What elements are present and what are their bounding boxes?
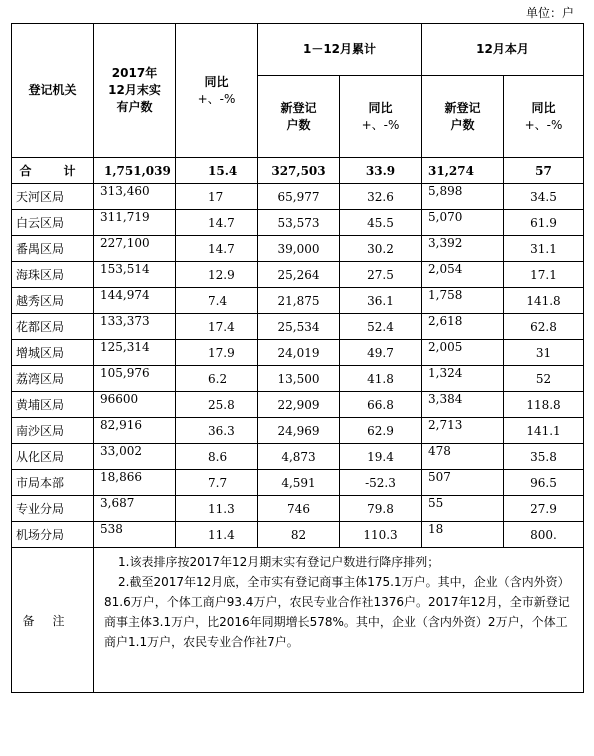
header-cum-yoy [340, 76, 422, 158]
table-row [12, 366, 584, 392]
row-name: 海珠区局 [12, 262, 94, 288]
row-stock: 1,751,039 [94, 158, 176, 184]
row-stock-yoy: 17.9 [176, 340, 258, 366]
table-row [12, 522, 584, 548]
row-name: 番禺区局 [12, 236, 94, 262]
header-yoy-sign: +、-% [197, 91, 236, 106]
note-line-1: 1.该表排序按2017年12月期末实有登记户数进行降序排列； [118, 555, 440, 569]
header-cum-yoy-label: 同比 [368, 100, 393, 115]
unit-label: 单位：户 [525, 6, 574, 20]
row-cum-yoy: -52.3 [340, 470, 422, 496]
row-cum-new: 24,969 [258, 418, 340, 444]
header-monthly: 12月本月 [422, 24, 584, 76]
row-stock-yoy: 14.7 [176, 236, 258, 262]
row-cum-yoy: 32.6 [340, 184, 422, 210]
row-stock-yoy: 11.3 [176, 496, 258, 522]
row-mon-yoy: 62.8 [504, 314, 584, 340]
row-mon-new: 2,713 [422, 418, 504, 444]
row-stock-yoy: 8.6 [176, 444, 258, 470]
table-row [12, 418, 584, 444]
row-mon-yoy: 118.8 [504, 392, 584, 418]
row-cum-new: 25,534 [258, 314, 340, 340]
row-cum-yoy: 41.8 [340, 366, 422, 392]
row-cum-yoy: 66.8 [340, 392, 422, 418]
row-cum-new: 21,875 [258, 288, 340, 314]
row-mon-yoy: 96.5 [504, 470, 584, 496]
row-stock: 133,373 [94, 314, 176, 340]
row-cum-new: 53,573 [258, 210, 340, 236]
table-row [12, 444, 584, 470]
row-cum-yoy: 36.1 [340, 288, 422, 314]
row-stock: 153,514 [94, 262, 176, 288]
header-mon-yoy-sign: +、-% [524, 117, 563, 132]
row-stock: 96600 [94, 392, 176, 418]
row-stock: 105,976 [94, 366, 176, 392]
row-name: 从化区局 [12, 444, 94, 470]
row-stock: 33,002 [94, 444, 176, 470]
row-cum-new: 25,264 [258, 262, 340, 288]
row-mon-yoy: 31 [504, 340, 584, 366]
row-mon-new: 2,054 [422, 262, 504, 288]
row-stock: 538 [94, 522, 176, 548]
row-name: 白云区局 [12, 210, 94, 236]
row-stock: 227,100 [94, 236, 176, 262]
row-cum-new: 22,909 [258, 392, 340, 418]
table-row [12, 288, 584, 314]
table-row [12, 392, 584, 418]
notes-text [94, 548, 584, 693]
row-mon-yoy: 141.1 [504, 418, 584, 444]
row-mon-yoy: 800. [504, 522, 584, 548]
row-stock-yoy: 15.4 [176, 158, 258, 184]
registration-table [11, 23, 584, 693]
row-mon-new: 31,274 [422, 158, 504, 184]
row-name: 合 计 [12, 158, 94, 184]
row-mon-yoy: 141.8 [504, 288, 584, 314]
row-name: 荔湾区局 [12, 366, 94, 392]
row-mon-new: 1,324 [422, 366, 504, 392]
notes-row [12, 548, 584, 693]
row-mon-yoy: 17.1 [504, 262, 584, 288]
row-mon-new: 2,005 [422, 340, 504, 366]
header-mon-yoy-label: 同比 [531, 100, 556, 115]
row-cum-new: 24,019 [258, 340, 340, 366]
table-row [12, 314, 584, 340]
table-row [12, 262, 584, 288]
table-row [12, 470, 584, 496]
row-mon-new: 507 [422, 470, 504, 496]
row-mon-new: 3,384 [422, 392, 504, 418]
row-mon-yoy: 57 [504, 158, 584, 184]
row-cum-new: 4,591 [258, 470, 340, 496]
header-mon-new: 新登记户数 [422, 76, 504, 158]
row-stock: 313,460 [94, 184, 176, 210]
row-stock: 82,916 [94, 418, 176, 444]
row-stock-yoy: 25.8 [176, 392, 258, 418]
row-cum-yoy: 110.3 [340, 522, 422, 548]
row-mon-yoy: 35.8 [504, 444, 584, 470]
row-mon-yoy: 61.9 [504, 210, 584, 236]
row-stock-yoy: 17 [176, 184, 258, 210]
row-mon-yoy: 31.1 [504, 236, 584, 262]
header-cumulative: 1－12月累计 [258, 24, 422, 76]
row-mon-new: 5,898 [422, 184, 504, 210]
total-row [12, 158, 584, 184]
row-stock-yoy: 11.4 [176, 522, 258, 548]
row-cum-yoy: 62.9 [340, 418, 422, 444]
row-name: 南沙区局 [12, 418, 94, 444]
row-mon-new: 478 [422, 444, 504, 470]
row-stock: 18,866 [94, 470, 176, 496]
row-cum-new: 746 [258, 496, 340, 522]
note-line-2: 2.截至2017年12月底，全市实有登记商事主体175.1万户。其中，企业（含内外资）81.6万户，个体工商户93.4万户，农民专业合作社1376户。2017年12月，全市新登记商事主体3.1万户，比2016年同期增长578%。其中，企业（含内外资）2万户，个体工商户1.1万户，农民专业合作社7户。 [104, 575, 570, 649]
table-row [12, 236, 584, 262]
header-yoy-label: 同比 [204, 74, 229, 89]
row-name: 机场分局 [12, 522, 94, 548]
row-name: 花都区局 [12, 314, 94, 340]
row-stock-yoy: 7.7 [176, 470, 258, 496]
row-cum-new: 13,500 [258, 366, 340, 392]
row-name: 增城区局 [12, 340, 94, 366]
row-mon-new: 5,070 [422, 210, 504, 236]
row-name: 天河区局 [12, 184, 94, 210]
row-stock-yoy: 7.4 [176, 288, 258, 314]
row-cum-new: 65,977 [258, 184, 340, 210]
row-stock-yoy: 14.7 [176, 210, 258, 236]
row-stock: 125,314 [94, 340, 176, 366]
row-cum-yoy: 19.4 [340, 444, 422, 470]
row-cum-yoy: 33.9 [340, 158, 422, 184]
table-row [12, 340, 584, 366]
row-mon-new: 1,758 [422, 288, 504, 314]
row-stock: 3,687 [94, 496, 176, 522]
row-cum-new: 39,000 [258, 236, 340, 262]
row-mon-new: 3,392 [422, 236, 504, 262]
row-name: 专业分局 [12, 496, 94, 522]
table-row [12, 496, 584, 522]
header-cum-new: 新登记户数 [258, 76, 340, 158]
row-cum-new: 327,503 [258, 158, 340, 184]
header-cum-yoy-sign: +、-% [361, 117, 400, 132]
header-org: 登记机关 [12, 24, 94, 158]
row-stock: 144,974 [94, 288, 176, 314]
row-mon-yoy: 27.9 [504, 496, 584, 522]
row-cum-new: 82 [258, 522, 340, 548]
row-name: 市局本部 [12, 470, 94, 496]
row-mon-new: 18 [422, 522, 504, 548]
row-mon-new: 2,618 [422, 314, 504, 340]
notes-label: 备注 [12, 548, 94, 693]
row-cum-new: 4,873 [258, 444, 340, 470]
table-row [12, 210, 584, 236]
row-stock: 311,719 [94, 210, 176, 236]
row-cum-yoy: 30.2 [340, 236, 422, 262]
row-stock-yoy: 12.9 [176, 262, 258, 288]
row-mon-yoy: 34.5 [504, 184, 584, 210]
table-row [12, 184, 584, 210]
row-stock-yoy: 17.4 [176, 314, 258, 340]
header-yoy [176, 24, 258, 158]
row-stock-yoy: 36.3 [176, 418, 258, 444]
row-cum-yoy: 49.7 [340, 340, 422, 366]
row-cum-yoy: 79.8 [340, 496, 422, 522]
row-cum-yoy: 27.5 [340, 262, 422, 288]
row-stock-yoy: 6.2 [176, 366, 258, 392]
row-mon-new: 55 [422, 496, 504, 522]
row-mon-yoy: 52 [504, 366, 584, 392]
row-cum-yoy: 45.5 [340, 210, 422, 236]
row-name: 黄埔区局 [12, 392, 94, 418]
table-body [12, 158, 584, 548]
row-cum-yoy: 52.4 [340, 314, 422, 340]
header-stock: 2017年12月末实有户数 [94, 24, 176, 158]
header-mon-yoy [504, 76, 584, 158]
row-name: 越秀区局 [12, 288, 94, 314]
